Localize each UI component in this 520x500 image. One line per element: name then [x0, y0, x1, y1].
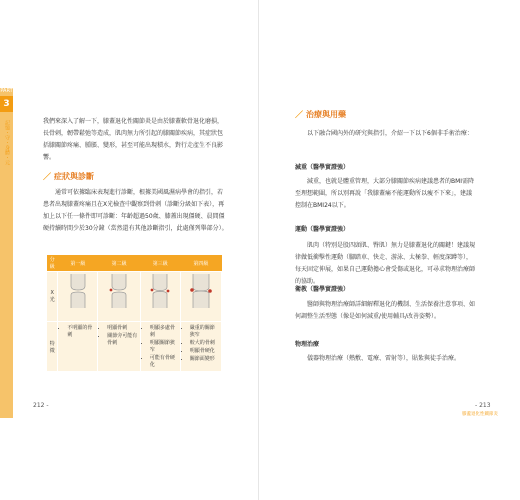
knee-xray-grade3: [140, 272, 180, 322]
feature-item: • 明顯關節狹窄: [150, 339, 178, 353]
features-grade4: [180, 322, 221, 372]
intro-paragraph: 我們來深入了解一下，膝蓋退化性關節炎是由於膝蓋軟骨退化磨損，長骨刺，韌帶鬆弛等造成，肌肉無力所引起的膝關節疾病，其症狀包括膝關節疼痛、腫脹、變形，甚至可能出現積水，對行走產生不良影響。: [43, 118, 224, 161]
knee-illustration-icon: [61, 274, 95, 308]
feature-item: • 明顯骨刺: [107, 324, 138, 331]
feature-item: • 嚴重的關節狹窄: [190, 324, 219, 338]
item-title-exercise: 運動（醫學實證強）: [295, 226, 350, 233]
feature-item: • 關節面變形: [190, 355, 219, 362]
item-title-education: 衛教（醫學實證強）: [295, 286, 350, 293]
row-label-xray: X光: [47, 272, 58, 322]
table-header: 第二級: [98, 255, 141, 272]
item-body-exercise: 肌肉（特別是股四頭肌、臀肌）無力是膝蓋退化的關鍵！建議規律做低衝擊性運動（腳踏車、快走、游泳、太極拳、輕度深蹲等），每天固定伸展，如果自己運動擔心會受傷或退化，可尋求物理治療師的協助。: [295, 242, 476, 285]
knee-xray-grade2: [98, 272, 141, 322]
slash-icon: ／: [295, 110, 303, 119]
table-header: 分級: [47, 255, 58, 272]
chapter-vertical-label: 記憶・守・身體・元: [4, 120, 10, 165]
row-label-features: 特徵: [47, 322, 58, 372]
features-grade3: [140, 322, 180, 372]
feature-item: • 可能有骨硬化: [150, 354, 178, 368]
part-number: 3: [0, 96, 13, 112]
page-number-left: 212 -: [33, 402, 49, 409]
footer-caption: 膝蓋退化性關節炎: [462, 412, 498, 417]
table-header: 第四級: [180, 255, 221, 272]
feature-item: • 明顯骨硬化: [190, 347, 219, 354]
knee-illustration-icon: [184, 274, 218, 308]
section-title-treatment: ／ 治療與用藥: [295, 110, 346, 119]
feature-item: • 關節旁可能有骨刺: [107, 332, 138, 346]
grading-table: [46, 255, 222, 372]
item-title-physical-therapy: 物理治療: [295, 341, 320, 348]
page-number-right: - 213: [475, 402, 491, 409]
right-page: [259, 0, 520, 500]
features-grade1: [58, 322, 98, 372]
part-label: PART: [0, 88, 13, 94]
item-body-weight-loss: 減重，也就是體重管理，大部分膝關節疾病建議患者的BMI需降至理想範圍，所以別再說「我膝蓋痛不能運動所以瘦不下來」，建議控制在BMI24以下。: [295, 178, 475, 209]
features-grade2: [98, 322, 141, 372]
knee-illustration-icon: [102, 274, 136, 308]
knee-xray-grade4: [180, 272, 221, 322]
item-body-physical-therapy: 儀器物理治療（熱敷、電療、雷射等），貼紮與徒手治療。: [307, 355, 461, 362]
knee-xray-grade1: [58, 272, 98, 322]
table-header: 第三級: [140, 255, 180, 272]
slash-icon: ／: [43, 172, 51, 181]
feature-item: • 較大的骨刺: [190, 339, 219, 346]
item-body-education: 醫師與物理治療師詳細解釋退化的機制、生活保養注意事項、如何調整生活型態（像是如何減重/使用輔具/改善姿勢）。: [295, 301, 476, 320]
item-title-weight-loss: 減重（醫學實證強）: [295, 164, 350, 171]
treatment-intro: 以下融合國內外的研究與指引，介紹一下以下6個非手術治療：: [307, 130, 473, 137]
feature-item: • 明顯多處骨刺: [150, 324, 178, 338]
table-header: 第一級: [58, 255, 98, 272]
feature-item: • 不明顯的骨刺: [67, 324, 95, 338]
left-page: [0, 0, 259, 500]
diagnosis-paragraph: 通常可依據臨床表現進行診斷，根據美國風濕病學會的指引，若患者出現膝蓋疼痛且在X光檢查中觀察到骨刺（診斷分級如下表），再加上以下任一條件即可診斷：年齡超過50歲、膝蓋出現僵硬、晨間僵硬持續時間少於30分鐘（當然還有其他診斷指引，此處僅列舉部分）。: [43, 189, 228, 232]
section-title-symptoms: ／ 症狀與診斷: [43, 172, 94, 181]
knee-illustration-icon: [143, 274, 177, 308]
